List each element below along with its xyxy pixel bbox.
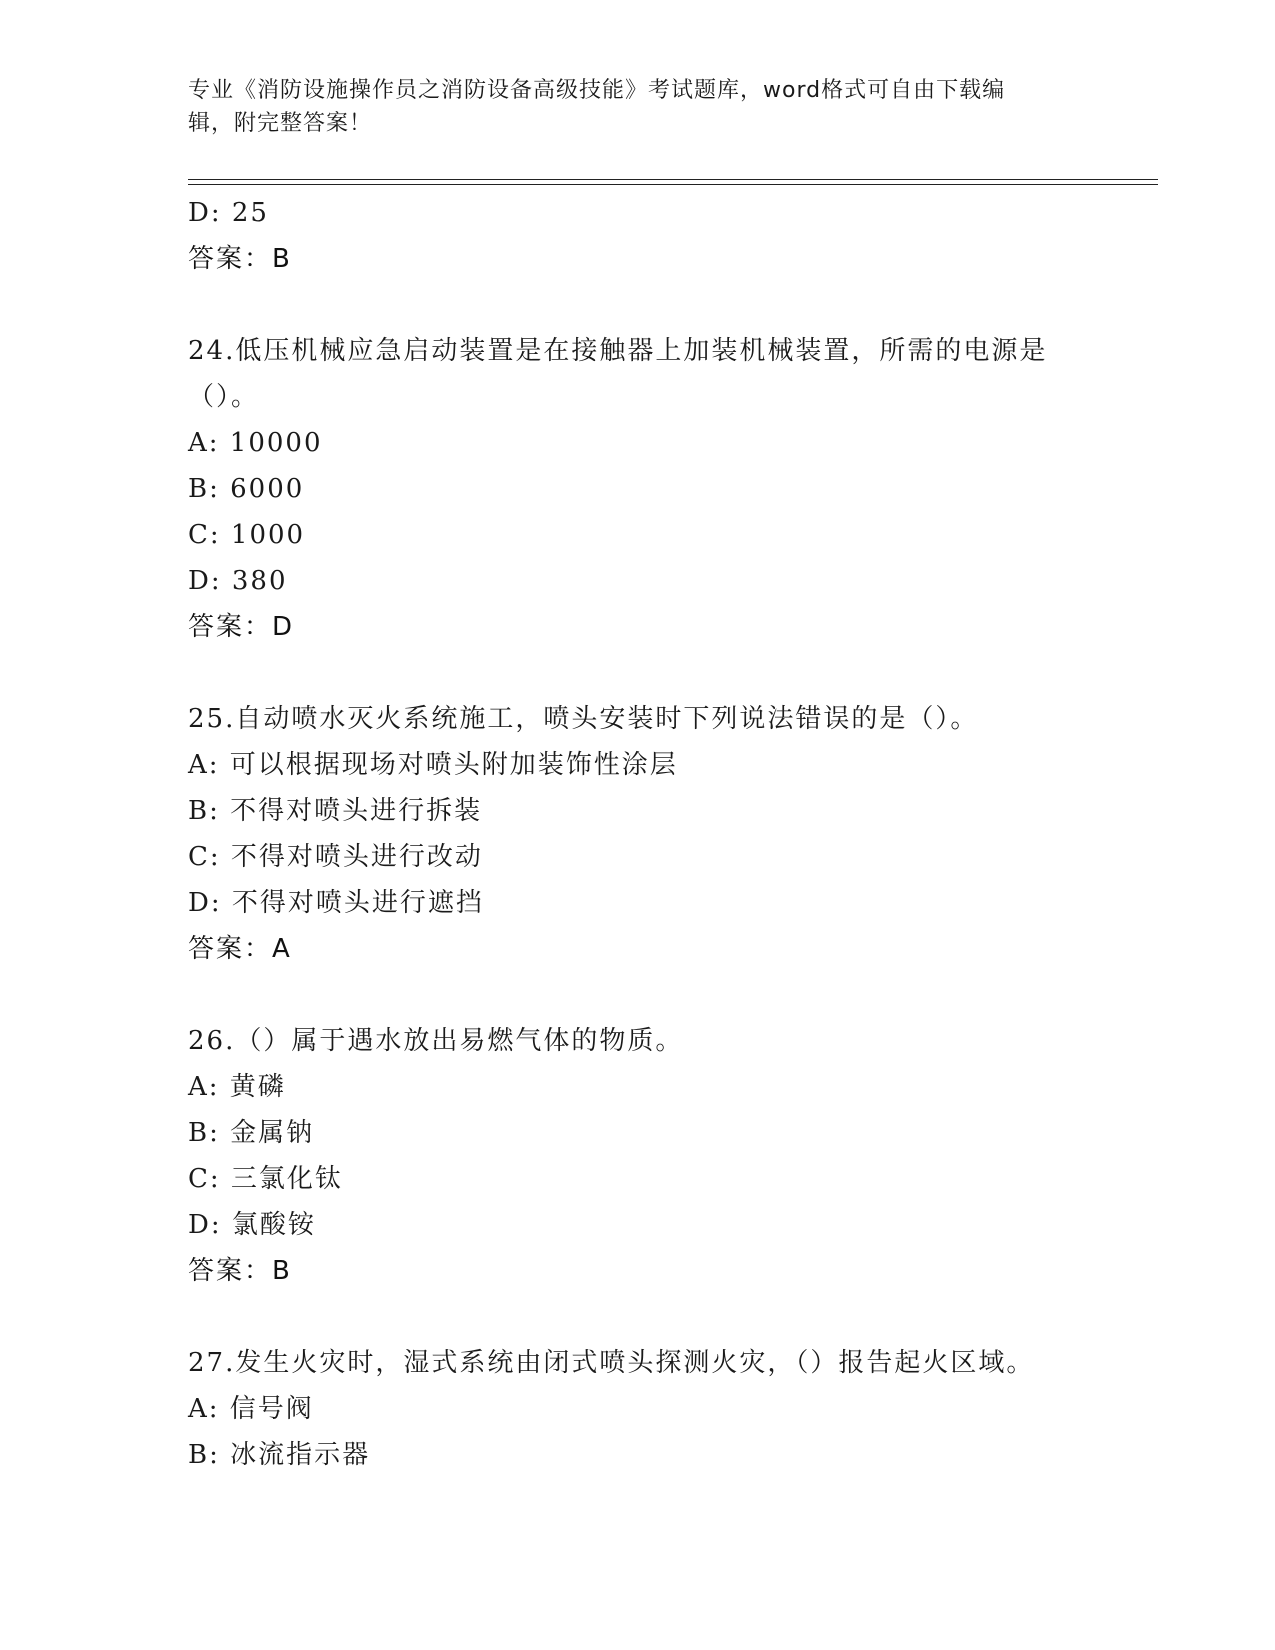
- question-25-option-b: B: 不得对喷头进行拆装: [188, 796, 483, 826]
- question-24: [188, 328, 1088, 650]
- spacer: [188, 972, 1088, 1018]
- question-list: [188, 190, 1088, 1478]
- header-title-line-1: 专业《消防设施操作员之消防设备高级技能》考试题库，word格式可自由下载编: [188, 78, 1006, 103]
- header-divider-bottom: [188, 184, 1158, 185]
- header-title-line-2: 辑，附完整答案！: [188, 111, 373, 136]
- question-25-option-c: C: 不得对喷头进行改动: [188, 842, 483, 872]
- prev-option-d: D: 25: [188, 198, 269, 228]
- header-divider-top: [188, 179, 1158, 180]
- question-26: [188, 1018, 1088, 1294]
- question-24-option-c: C: 1000: [188, 520, 306, 550]
- question-24-option-d: D: 380: [188, 566, 288, 596]
- document-header: [188, 74, 1068, 140]
- question-24-option-a: A: 10000: [188, 428, 323, 458]
- question-24-option-b: B: 6000: [188, 474, 305, 504]
- question-24-answer: 答案：D: [188, 612, 295, 642]
- question-26-option-c: C: 三氯化钛: [188, 1164, 343, 1194]
- spacer: [188, 650, 1088, 696]
- question-27-option-a: A: 信号阀: [188, 1394, 314, 1424]
- question-26-text: 26.（）属于遇水放出易燃气体的物质。: [188, 1026, 684, 1056]
- question-27: [188, 1340, 1088, 1478]
- question-24-text-line-1: 24.低压机械应急启动装置是在接触器上加装机械装置，所需的电源是: [188, 336, 1048, 366]
- question-25-text: 25.自动喷水灭火系统施工，喷头安装时下列说法错误的是（）。: [188, 704, 979, 734]
- question-24-text-line-2: （）。: [188, 382, 260, 412]
- question-25-option-d: D: 不得对喷头进行遮挡: [188, 888, 484, 918]
- question-26-option-b: B: 金属钠: [188, 1118, 315, 1148]
- question-26-option-a: A: 黄磷: [188, 1072, 286, 1102]
- question-25: [188, 696, 1088, 972]
- question-26-option-d: D: 氯酸铵: [188, 1210, 316, 1240]
- prev-answer: 答案：B: [188, 244, 292, 274]
- spacer: [188, 282, 1088, 328]
- question-27-text: 27.发生火灾时，湿式系统由闭式喷头探测火灾，（）报告起火区域。: [188, 1348, 1035, 1378]
- question-26-answer: 答案：B: [188, 1256, 292, 1286]
- question-25-option-a: A: 可以根据现场对喷头附加装饰性涂层: [188, 750, 678, 780]
- question-25-answer: 答案：A: [188, 934, 292, 964]
- question-27-option-b: B: 冰流指示器: [188, 1440, 371, 1470]
- spacer: [188, 1294, 1088, 1340]
